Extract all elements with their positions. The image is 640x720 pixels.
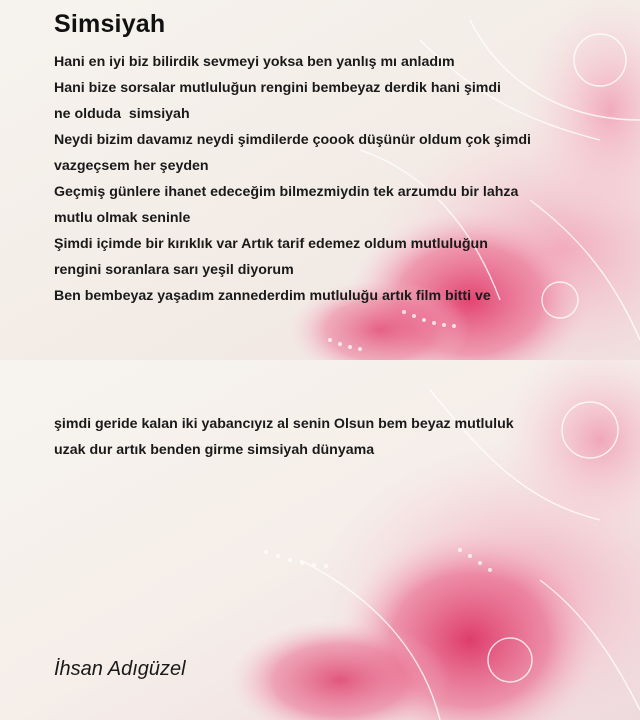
poem-line: Şimdi içimde bir kırıklık var Artık tarif edemez oldum mutluluğun (54, 236, 488, 252)
poem-line: Neydi bizim davamız neydi şimdilerde çoook düşünür oldum çok şimdi (54, 132, 531, 148)
poem-line: ne olduda simsiyah (54, 106, 190, 122)
poem-line: Hani en iyi biz bilirdik sevmeyi yoksa ben yanlış mı anladım (54, 54, 455, 70)
stanza-2 (54, 411, 514, 463)
poem-line: uzak dur artık benden girme simsiyah dünyama (54, 442, 375, 458)
stanza-1 (54, 49, 531, 309)
poem-line: Geçmiş günlere ihanet edeceğim bilmezmiydin tek arzumdu bir lahza (54, 184, 519, 200)
poem-title: Simsiyah (54, 10, 166, 38)
poem-line: Hani bize sorsalar mutluluğun rengini bembeyaz derdik hani şimdi (54, 80, 501, 96)
poem-line: mutlu olmak seninle (54, 210, 191, 226)
poem-line: vazgeçsem her şeyden (54, 158, 209, 174)
poem-line: Ben bembeyaz yaşadım zannederdim mutluluğu artık film bitti ve (54, 288, 491, 304)
poem-author: İhsan Adıgüzel (54, 658, 186, 680)
poem-line: rengini soranlara sarı yeşil diyorum (54, 262, 294, 278)
poem-line: şimdi geride kalan iki yabancıyız al senin Olsun bem beyaz mutluluk (54, 416, 514, 432)
